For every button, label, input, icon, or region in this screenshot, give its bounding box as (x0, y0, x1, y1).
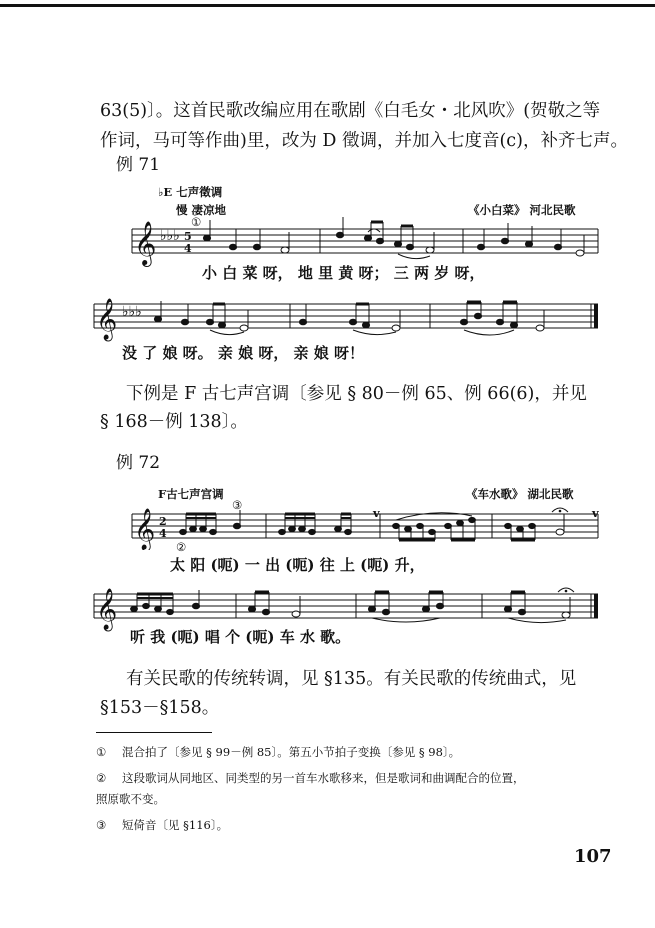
breath-mark-1: v (373, 506, 380, 520)
footnote-1-text: 混合拍了〔参见 § 99－例 85〕。第五小节拍子变换〔参见 § 98〕。 (122, 745, 461, 759)
example-71-lyrics-line-2: 没 了 娘 呀。 亲 娘 呀， 亲 娘 呀！ (122, 344, 365, 362)
footnote-ref-2: ② (176, 540, 187, 554)
footnote-2-text: 这段歌词从同地区、同类型的另一首车水歌移来，但是歌词和曲调配合的位置， (122, 771, 525, 785)
svg-text:𝄞: 𝄞 (134, 509, 156, 550)
footnote-1 (96, 742, 616, 762)
svg-text:𝄞: 𝄞 (96, 589, 118, 630)
example-72-lyrics-line-2: 听 我 (呃) 唱 个 (呃) 车 水 歌。 (130, 628, 351, 646)
footnote-2-marker: ② (96, 771, 107, 785)
page-number: 107 (574, 846, 612, 867)
footnote-3-marker: ③ (96, 818, 107, 832)
svg-text:𝄞: 𝄞 (134, 221, 157, 265)
example-71-key: ♭E 七声徵调 (158, 185, 223, 199)
svg-text:2: 2 (159, 515, 167, 528)
footnote-3-text: 短倚音〔见 §116〕。 (122, 818, 229, 832)
svg-text:♭♭♭: ♭♭♭ (122, 304, 142, 320)
footnote-1-marker: ① (96, 745, 107, 759)
footnote-2 (96, 768, 616, 788)
footnote-2-continued (96, 789, 616, 809)
footnote-ref-1: ① (191, 215, 202, 229)
example-71-staff-2 (0, 296, 655, 346)
example-71-tempo: 慢 凄凉地 (176, 203, 227, 217)
example-72-key: F古七声宫调 (158, 487, 224, 501)
svg-text:4: 4 (159, 527, 167, 540)
paragraph-1-line-1: 63(5)〕。这首民歌改编应用在歌剧《白毛女・北风吹》(贺敬之等 (100, 101, 601, 121)
example-71-staff-1 (0, 210, 655, 270)
footnote-2-continued-text: 照原歌不变。 (96, 792, 165, 806)
svg-text:𝄞: 𝄞 (96, 299, 118, 340)
example-72-staff-1 (0, 500, 655, 550)
paragraph-2-line-2: § 168－例 138〕。 (100, 412, 248, 432)
example-71-lyrics-line-1: 小 白 菜 呀， 地 里 黄 呀； 三 两 岁 呀， (202, 264, 485, 282)
example-72-source: 《车水歌》 湖北民歌 (466, 487, 574, 501)
example-71-source: 《小白菜》 河北民歌 (468, 203, 576, 217)
paragraph-2-line-1: 下例是 F 古七声宫调〔参见 § 80－例 65、例 66(6)，并见 (126, 384, 587, 404)
footnote-ref-3: ③ (232, 498, 243, 512)
paragraph-1-line-2: 作词，马可等作曲)里，改为 D 徵调，并加入七度音(c)，补齐七声。 (100, 131, 628, 151)
top-border-rule (0, 4, 655, 7)
paragraph-3-line-2: §153－§158。 (100, 698, 220, 718)
footnote-separator (96, 732, 212, 733)
example-72-lyrics-line-1: 太 阳 (呃) 一 出 (呃) 往 上 (呃) 升， (170, 556, 425, 574)
footnote-3 (96, 815, 616, 835)
svg-text:♭♭♭: ♭♭♭ (160, 228, 180, 244)
example-72-label: 例 72 (116, 453, 161, 473)
svg-text:4: 4 (184, 242, 192, 255)
breath-mark-2: v (592, 506, 599, 520)
example-71-label: 例 71 (116, 155, 161, 175)
svg-text:5: 5 (184, 230, 192, 243)
paragraph-3-line-1: 有关民歌的传统转调，见 §135。有关民歌的传统曲式，见 (126, 669, 577, 689)
